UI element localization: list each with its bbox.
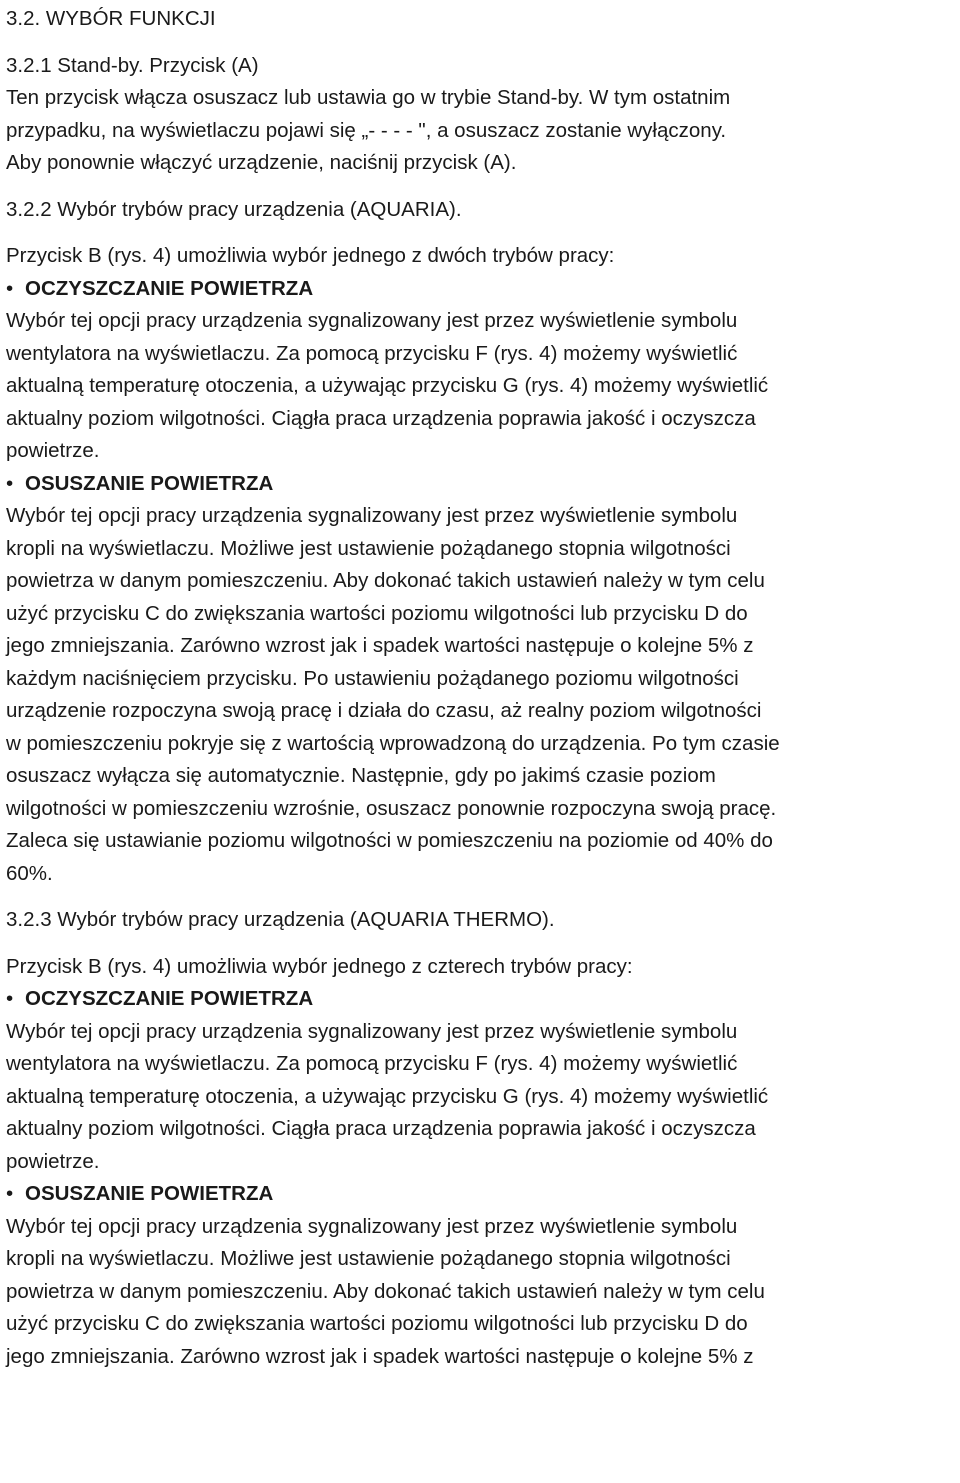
paragraph-line: osuszacz wyłącza się automatycznie. Następnie, gdy po jakimś czasie poziom xyxy=(6,764,716,787)
bullet-icon: • xyxy=(6,471,14,495)
paragraph-line: jego zmniejszania. Zarówno wzrost jak i spadek wartości następuje o kolejne 5% z xyxy=(6,1344,754,1368)
paragraph-line: wentylatora na wyświetlaczu. Za pomocą przycisku F (rys. 4) możemy wyświetlić xyxy=(6,1052,738,1075)
mode-heading-purify xyxy=(6,983,954,1016)
paragraph-line: Wybór tej opcji pracy urządzenia sygnalizowany jest przez wyświetlenie symbolu xyxy=(6,1214,738,1238)
paragraph-line: Ten przycisk włącza osuszacz lub ustawia go w trybie Stand-by. W tym ostatnim xyxy=(6,86,731,109)
paragraph-line: w pomieszczeniu pokryje się z wartością wprowadzoną do urządzenia. Po tym czasie xyxy=(6,731,780,755)
bullet-icon: • xyxy=(6,276,14,300)
section-title: 3.2. WYBÓR FUNKCJI xyxy=(6,7,216,30)
mode-title: OSUSZANIE POWIETRZA xyxy=(25,1182,274,1205)
mode-title: OCZYSZCZANIE POWIETRZA xyxy=(25,987,314,1010)
paragraph-line: wentylatora na wyświetlaczu. Za pomocą przycisku F (rys. 4) możemy wyświetlić xyxy=(6,341,738,365)
paragraph-line: urządzenie rozpoczyna swoją pracę i działa do czasu, aż realny poziom wilgotności xyxy=(6,699,762,722)
paragraph-line: przypadku, na wyświetlaczu pojawi się „- - - - ", a osuszacz zostanie wyłączony. xyxy=(6,118,727,142)
paragraph-line: powietrze. xyxy=(6,439,100,462)
mode-title: OCZYSZCZANIE POWIETRZA xyxy=(25,276,314,300)
paragraph-line: kropli na wyświetlaczu. Możliwe jest ustawienie pożądanego stopnia wilgotności xyxy=(6,1247,731,1270)
bullet-icon: • xyxy=(6,987,14,1010)
mode-heading-dehumidify xyxy=(6,1178,954,1211)
paragraph-line: aktualny poziom wilgotności. Ciągła praca urządzenia poprawia jakość i oczyszcza xyxy=(6,406,756,430)
paragraph-line: jego zmniejszania. Zarówno wzrost jak i spadek wartości następuje o kolejne 5% z xyxy=(6,634,754,657)
paragraph-line: kropli na wyświetlaczu. Możliwe jest ustawienie pożądanego stopnia wilgotności xyxy=(6,536,731,560)
paragraph-line: Wybór tej opcji pracy urządzenia sygnalizowany jest przez wyświetlenie symbolu xyxy=(6,1019,738,1043)
paragraph-line: wilgotności w pomieszczeniu wzrośnie, osuszacz ponownie rozpoczyna swoją pracę. xyxy=(6,796,777,820)
paragraph-line: każdym naciśnięciem przycisku. Po ustawieniu pożądanego poziomu wilgotności xyxy=(6,666,739,690)
paragraph-line: Wybór tej opcji pracy urządzenia sygnalizowany jest przez wyświetlenie symbolu xyxy=(6,504,738,527)
paragraph-line: Zaleca się ustawianie poziomu wilgotności w pomieszczeniu na poziomie od 40% do xyxy=(6,829,773,852)
paragraph-line: aktualną temperaturę otoczenia, a używając przycisku G (rys. 4) możemy wyświetlić xyxy=(6,1084,769,1108)
aquaria-thermo-intro: Przycisk B (rys. 4) umożliwia wybór jednego z czterech trybów pracy: xyxy=(6,954,633,978)
standby-heading: 3.2.1 Stand-by. Przycisk (A) xyxy=(6,53,259,77)
paragraph-line: aktualną temperaturę otoczenia, a używając przycisku G (rys. 4) możemy wyświetlić xyxy=(6,374,769,397)
paragraph-line: Aby ponownie włączyć urządzenie, naciśnij przycisk (A). xyxy=(6,151,517,174)
mode-title: OSUSZANIE POWIETRZA xyxy=(25,471,274,495)
paragraph-line: użyć przycisku C do zwiększania wartości poziomu wilgotności lub przycisku D do xyxy=(6,1312,748,1335)
aquaria-heading: 3.2.2 Wybór trybów pracy urządzenia (AQUARIA). xyxy=(6,197,462,221)
paragraph-line: użyć przycisku C do zwiększania wartości poziomu wilgotności lub przycisku D do xyxy=(6,601,748,625)
paragraph-line: powietrze. xyxy=(6,1149,100,1173)
aquaria-thermo-heading: 3.2.3 Wybór trybów pracy urządzenia (AQUARIA THERMO). xyxy=(6,908,555,931)
paragraph-line: aktualny poziom wilgotności. Ciągła praca urządzenia poprawia jakość i oczyszcza xyxy=(6,1117,756,1140)
paragraph-line: powietrza w danym pomieszczeniu. Aby dokonać takich ustawień należy w tym celu xyxy=(6,1279,765,1303)
paragraph-line: 60%. xyxy=(6,861,53,885)
paragraph-line: Wybór tej opcji pracy urządzenia sygnalizowany jest przez wyświetlenie symbolu xyxy=(6,309,738,332)
bullet-icon: • xyxy=(6,1182,14,1205)
paragraph-line: powietrza w danym pomieszczeniu. Aby dokonać takich ustawień należy w tym celu xyxy=(6,569,765,592)
mode-heading-purify xyxy=(6,273,954,306)
mode-heading-dehumidify xyxy=(6,468,954,501)
aquaria-intro: Przycisk B (rys. 4) umożliwia wybór jednego z dwóch trybów pracy: xyxy=(6,244,615,267)
